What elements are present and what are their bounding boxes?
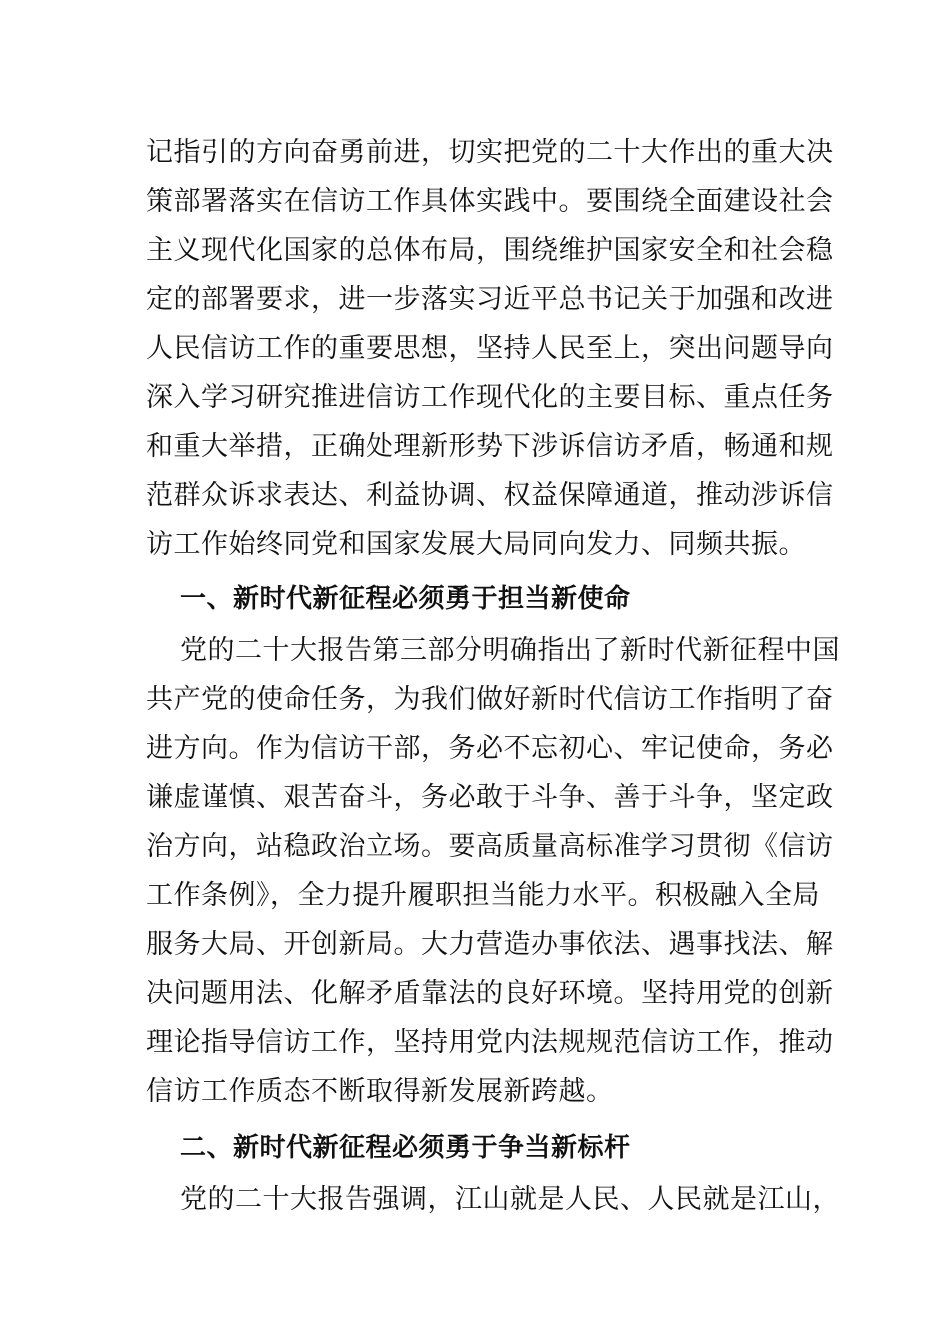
paragraph-line: 党的二十大报告强调，江山就是人民、人民就是江山，	[180, 1184, 840, 1215]
paragraph-line: 信访工作质态不断取得新发展新跨越。	[146, 1076, 614, 1107]
paragraph-line: 决问题用法、化解矛盾靠法的良好环境。坚持用党的创新	[146, 978, 834, 1009]
paragraph-line: 主义现代化国家的总体布局，围绕维护国家安全和社会稳	[146, 235, 834, 266]
paragraph-line: 深入学习研究推进信访工作现代化的主要目标、重点任务	[146, 382, 834, 413]
section-heading-2-wrap	[146, 1124, 806, 1173]
paragraph-line: 服务大局、开创新局。大力营造办事依法、遇事找法、解	[146, 929, 834, 960]
paragraph-line: 共产党的使命任务，为我们做好新时代信访工作指明了奋	[146, 684, 834, 715]
paragraph-1	[146, 128, 834, 569]
paragraph-line: 记指引的方向奋勇前进，切实把党的二十大作出的重大决	[146, 137, 834, 168]
paragraph-3	[146, 1175, 840, 1224]
paragraph-line: 定的部署要求，进一步落实习近平总书记关于加强和改进	[146, 284, 834, 315]
paragraph-line: 范群众诉求表达、利益协调、权益保障通道，推动涉诉信	[146, 480, 834, 511]
paragraph-line: 治方向，站稳政治立场。要高质量高标准学习贯彻《信访	[146, 831, 834, 862]
section-heading-1-wrap	[146, 575, 806, 624]
paragraph-line: 访工作始终同党和国家发展大局同向发力、同频共振。	[146, 529, 806, 560]
paragraph-line: 进方向。作为信访干部，务必不忘初心、牢记使命，务必	[146, 733, 834, 764]
paragraph-line: 理论指导信访工作，坚持用党内法规规范信访工作，推动	[146, 1027, 834, 1058]
paragraph-line: 谦虚谨慎、艰苦奋斗，务必敢于斗争、善于斗争，坚定政	[146, 782, 834, 813]
paragraph-2	[146, 626, 840, 1116]
paragraph-line: 党的二十大报告第三部分明确指出了新时代新征程中国	[180, 635, 840, 666]
paragraph-line: 策部署落实在信访工作具体实践中。要围绕全面建设社会	[146, 186, 834, 217]
section-heading-1: 一、新时代新征程必须勇于担当新使命	[180, 584, 631, 614]
paragraph-line: 人民信访工作的重要思想，坚持人民至上，突出问题导向	[146, 333, 834, 364]
paragraph-line: 和重大举措，正确处理新形势下涉诉信访矛盾，畅通和规	[146, 431, 834, 462]
section-heading-2: 二、新时代新征程必须勇于争当新标杆	[180, 1133, 631, 1163]
paragraph-line: 工作条例》，全力提升履职担当能力水平。积极融入全局	[146, 880, 820, 911]
